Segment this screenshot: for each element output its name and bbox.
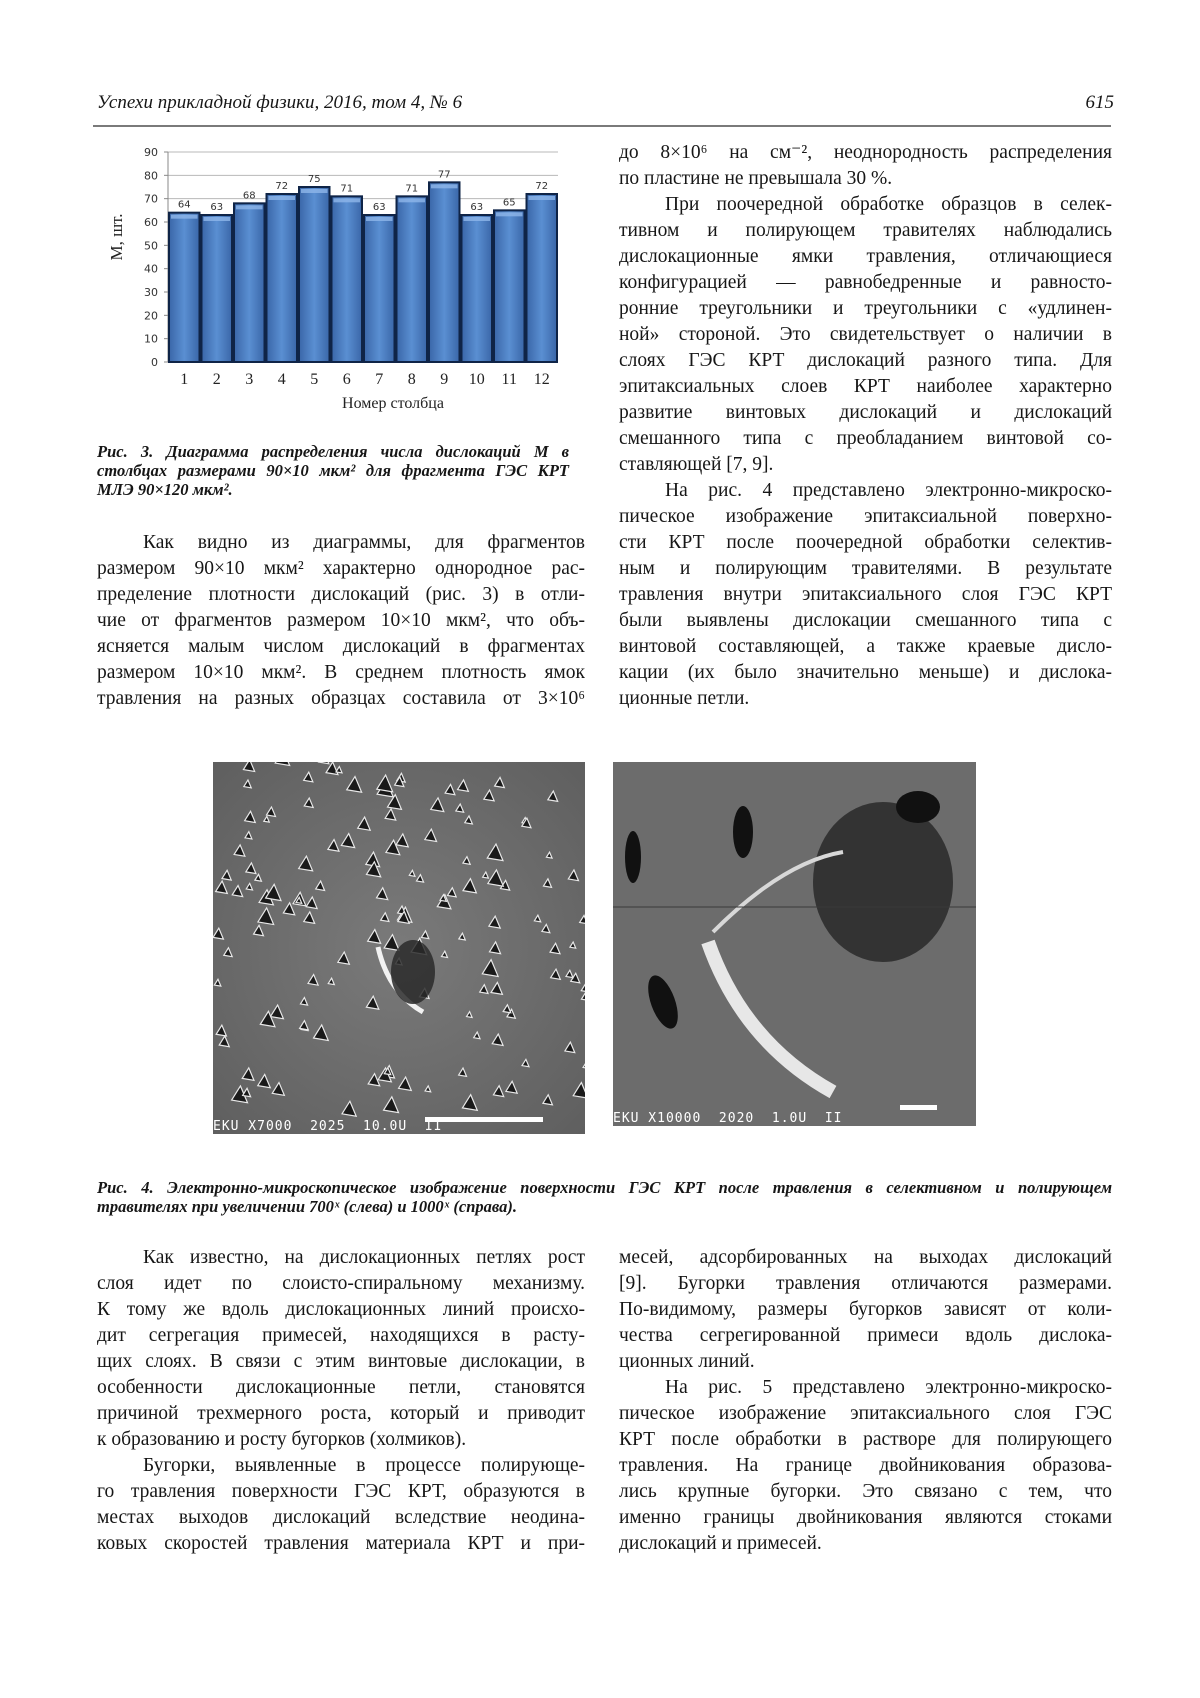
- left-column-paragraph-1: [97, 530, 585, 712]
- data-label: 63: [210, 202, 224, 213]
- bar: [364, 215, 395, 362]
- x-tick-label: 11: [501, 371, 517, 388]
- bar: [202, 215, 233, 362]
- y-tick-label: 60: [144, 216, 158, 229]
- text-line: ционных линий.: [619, 1351, 755, 1372]
- text-line: го травления поверхности ГЭС КРТ, образуются в: [97, 1481, 585, 1502]
- data-label: 72: [535, 181, 549, 192]
- caption-line: травителях при увеличении 700ˣ (слева) и 1000ˣ (справа).: [97, 1197, 518, 1216]
- text-line: к образованию и росту бугорков (холмиков).: [97, 1429, 467, 1450]
- text-line: Бугорки, выявленные в процессе полирующе-: [143, 1455, 585, 1476]
- text-line: пределение плотности дислокаций (рис. 3) в отли-: [97, 584, 585, 605]
- caption-line: Рис. 4. Электронно-микроскопическое изображение поверхности ГЭС КРТ после травления в селективном и полирующем: [97, 1178, 1112, 1197]
- right-column-bottom-paragraphs: [619, 1245, 1112, 1557]
- text-line: местах выходов дислокаций вследствие неодина-: [97, 1507, 585, 1528]
- text-line: сти КРТ после поочередной обработки селектив-: [619, 532, 1112, 553]
- scale-bar-right: [900, 1105, 937, 1110]
- text-line: причиной трехмерного роста, который и приводит: [97, 1403, 585, 1424]
- text-line: дислокаций и примесей.: [619, 1533, 822, 1554]
- y-tick-label: 70: [144, 192, 158, 206]
- caption-line: Рис. 3. Диаграмма распределения числа дислокаций M в: [97, 442, 569, 461]
- x-tick-label: 12: [533, 371, 550, 388]
- text-line: ной» стороной. Это свидетельствует о наличии в: [619, 324, 1112, 345]
- figure3-bar-chart: [100, 130, 570, 420]
- text-line: пическое изображение эпитаксиальной поверхно-: [619, 506, 1112, 527]
- text-line: лись крупные бугорки. Это связано с тем, что: [619, 1481, 1112, 1502]
- y-tick-label: 40: [144, 262, 158, 276]
- text-line: развитие винтовых дислокаций и дислокаций: [619, 402, 1112, 423]
- x-tick-label: 8: [407, 371, 416, 388]
- y-tick-label: 0: [151, 356, 158, 369]
- y-tick-label: 10: [144, 332, 158, 346]
- text-line: ковых скоростей травления материала КРТ и при-: [97, 1533, 585, 1554]
- text-line: чества сегрегированной примеси вдоль дислока-: [619, 1325, 1112, 1346]
- page-number: 615: [1085, 92, 1114, 113]
- bar: [169, 213, 200, 362]
- data-label: 72: [275, 181, 289, 192]
- bar: [332, 196, 363, 362]
- x-axis-label: Номер столбца: [342, 395, 444, 412]
- text-line: ставляющей [7, 9].: [619, 454, 774, 475]
- text-line: пическое изображение эпитаксиального слоя ГЭС: [619, 1403, 1112, 1424]
- x-tick-label: 5: [310, 371, 319, 388]
- figure4-caption: [97, 1178, 1112, 1216]
- text-line: На рис. 5 представлено электронно-микроско-: [665, 1377, 1112, 1398]
- running-head: Успехи прикладной физики, 2016, том 4, № 6: [97, 92, 463, 113]
- x-tick-label: 3: [245, 371, 254, 388]
- text-line: смешанного типа с преобладанием винтовой со-: [619, 428, 1112, 449]
- sem-texture-right: [613, 762, 976, 1126]
- bar: [462, 215, 493, 362]
- text-line: По-видимому, размеры бугорков зависят от коли-: [619, 1299, 1112, 1320]
- data-label: 68: [242, 190, 256, 202]
- bar: [527, 194, 558, 362]
- bar: [267, 194, 298, 362]
- y-tick-label: 30: [144, 286, 158, 299]
- text-line: [9]. Бугорки травления отличаются размерами.: [619, 1273, 1112, 1294]
- text-line: ным и полирующим травителями. В результате: [619, 558, 1112, 579]
- sem-image-right: [613, 762, 976, 1126]
- x-tick-label: 6: [342, 371, 351, 388]
- y-tick-label: 20: [144, 309, 158, 323]
- data-label: 75: [307, 174, 321, 185]
- caption-line: МЛЭ 90×120 мкм².: [97, 480, 233, 499]
- x-tick-label: 9: [440, 371, 449, 388]
- data-label: 65: [502, 197, 516, 209]
- text-line: На рис. 4 представлено электронно-микроско-: [665, 480, 1112, 501]
- bar: [429, 182, 460, 362]
- text-line: конфигурацией — равнобедренные и равносто-: [619, 272, 1112, 293]
- bar: [234, 203, 265, 362]
- text-line: винтовой составляющей, а также краевые дисло-: [619, 636, 1112, 657]
- text-line: травления на разных образцах составила от 3×10⁶: [97, 688, 585, 709]
- text-line: слоях ГЭС КРТ дислокаций разного типа. Для: [619, 350, 1112, 371]
- x-tick-label: 7: [375, 371, 384, 388]
- text-line: по пластине не превышала 30 %.: [619, 168, 893, 189]
- x-tick-label: 10: [468, 371, 485, 388]
- text-line: дислокационные ямки травления, отличающиеся: [619, 246, 1112, 267]
- x-tick-label: 2: [212, 371, 221, 388]
- text-line: ронние треугольники и треугольники с «удлинен-: [619, 298, 1112, 319]
- chart-canvas: [100, 130, 570, 420]
- data-label: 63: [470, 202, 484, 213]
- sem-texture-left: [213, 762, 585, 1134]
- y-tick-label: 80: [144, 169, 158, 183]
- text-line: Как известно, на дислокационных петлях рост: [143, 1247, 585, 1268]
- sem-label-left: EKU X7000 2025 10.0U II: [213, 1119, 443, 1134]
- header-rule: [93, 125, 1111, 127]
- y-tick-label: 90: [144, 146, 158, 159]
- text-line: были выявлены дислокации смешанного типа с: [619, 610, 1112, 631]
- text-line: размером 10×10 мкм². В среднем плотность ямок: [97, 662, 585, 683]
- data-label: 63: [372, 202, 386, 213]
- text-line: При поочередной обработке образцов в селек-: [665, 194, 1112, 215]
- y-tick-label: 50: [144, 239, 158, 253]
- x-tick-label: 1: [180, 371, 189, 388]
- text-line: травления внутри эпитаксиального слоя ГЭС КРТ: [619, 584, 1112, 605]
- text-line: кации (их было значительно меньше) и дислока-: [619, 662, 1112, 683]
- y-axis-label: M, шт.: [107, 213, 126, 261]
- text-line: тивном и полирующем травителях наблюдались: [619, 220, 1112, 241]
- text-line: именно границы двойникования являются стоками: [619, 1507, 1112, 1528]
- data-label: 64: [177, 199, 191, 211]
- data-label: 77: [437, 169, 451, 181]
- text-line: дит сегрегация примесей, находящихся в расту-: [97, 1325, 585, 1346]
- text-line: ясняется малым числом дислокаций в фрагментах: [97, 636, 585, 657]
- bar: [494, 210, 525, 362]
- text-line: месей, адсорбированных на выходах дислокаций: [619, 1247, 1112, 1268]
- x-tick-label: 4: [277, 371, 286, 388]
- sem-label-right: EKU X10000 2020 1.0U II: [613, 1111, 843, 1126]
- text-line: размером 90×10 мкм² характерно однородное рас-: [97, 558, 585, 579]
- text-line: до 8×10⁶ на см⁻², неоднородность распределения: [619, 142, 1112, 163]
- sem-image-left: [213, 762, 585, 1134]
- text-line: эпитаксиальных слоев КРТ наиболее характерно: [619, 376, 1112, 397]
- text-line: К тому же вдоль дислокационных линий происхо-: [97, 1299, 585, 1320]
- text-line: КРТ после обработки в растворе для полирующего: [619, 1429, 1112, 1450]
- text-line: слоя идет по слоисто-спиральному механизму.: [97, 1273, 585, 1294]
- figure3-caption: [97, 442, 569, 499]
- text-line: ционные петли.: [619, 688, 750, 709]
- data-label: 71: [405, 183, 419, 195]
- bar: [397, 196, 428, 362]
- text-line: особенности дислокационные петли, становятся: [97, 1377, 585, 1398]
- text-line: щих слоях. В связи с этим винтовые дислокации, в: [97, 1351, 585, 1372]
- text-line: Как видно из диаграммы, для фрагментов: [143, 532, 585, 553]
- text-line: чие от фрагментов размером 10×10 мкм², что объ-: [97, 610, 585, 631]
- data-label: 71: [340, 183, 354, 195]
- bar: [299, 187, 330, 362]
- caption-line: столбцах размерами 90×10 мкм² для фрагмента ГЭС КРТ: [97, 461, 569, 480]
- left-column-bottom-paragraphs: [97, 1245, 585, 1557]
- right-column-paragraphs: [619, 140, 1112, 712]
- text-line: травления. На границе двойникования образова-: [619, 1455, 1112, 1476]
